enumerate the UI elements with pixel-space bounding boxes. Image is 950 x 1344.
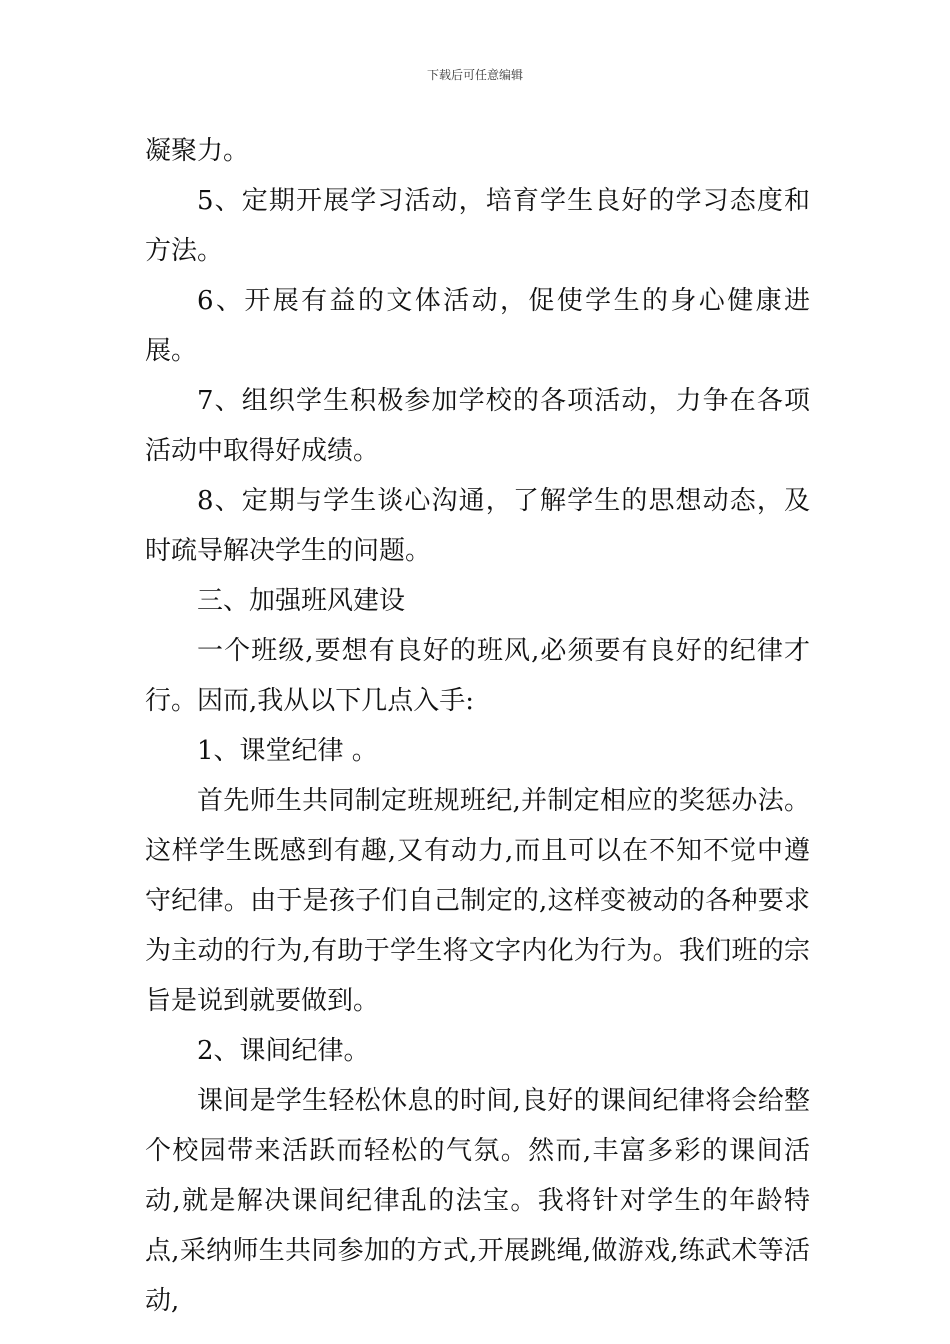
paragraph-item-7: 7、组织学生积极参加学校的各项活动，力争在各项活动中取得好成绩。: [145, 386, 810, 466]
paragraph-classroom-discipline: 首先师生共同制定班规班纪,并制定相应的奖惩办法。这样学生既感到有趣,又有动力,而且可以在不知不觉中遵守纪律。由于是孩子们自己制定的,这样变被动的各种要求为主动的行为,有助于学生将文字内化为行为。我们班的宗旨是说到就要做到。: [145, 786, 810, 1016]
document-body: [145, 126, 810, 1326]
paragraph-item-8: 8、定期与学生谈心沟通，了解学生的思想动态，及时疏导解决学生的问题。: [145, 486, 810, 566]
subheading-classroom-discipline: 1、课堂纪律 。: [197, 736, 378, 766]
subheading-break-discipline: 2、课间纪律。: [197, 1036, 370, 1066]
page-header: 下载后可任意编辑: [426, 68, 523, 82]
paragraph-intro: 一个班级,要想有良好的班风,必须要有良好的纪律才行。因而,我从以下几点入手:: [145, 636, 810, 716]
section-heading: 三、加强班风建设: [197, 586, 406, 616]
paragraph-continuation: 凝聚力。: [145, 136, 250, 166]
paragraph-item-5: 5、定期开展学习活动，培育学生良好的学习态度和方法。: [145, 186, 810, 266]
paragraph-break-discipline: 课间是学生轻松休息的时间,良好的课间纪律将会给整个校园带来活跃而轻松的气氛。然而,丰富多彩的课间活动,就是解决课间纪律乱的法宝。我将针对学生的年龄特点,采纳师生共同参加的方式,开展跳绳,做游戏,练武术等活动,: [145, 1086, 810, 1316]
paragraph-item-6: 6、开展有益的文体活动，促使学生的身心健康进展。: [145, 286, 810, 366]
